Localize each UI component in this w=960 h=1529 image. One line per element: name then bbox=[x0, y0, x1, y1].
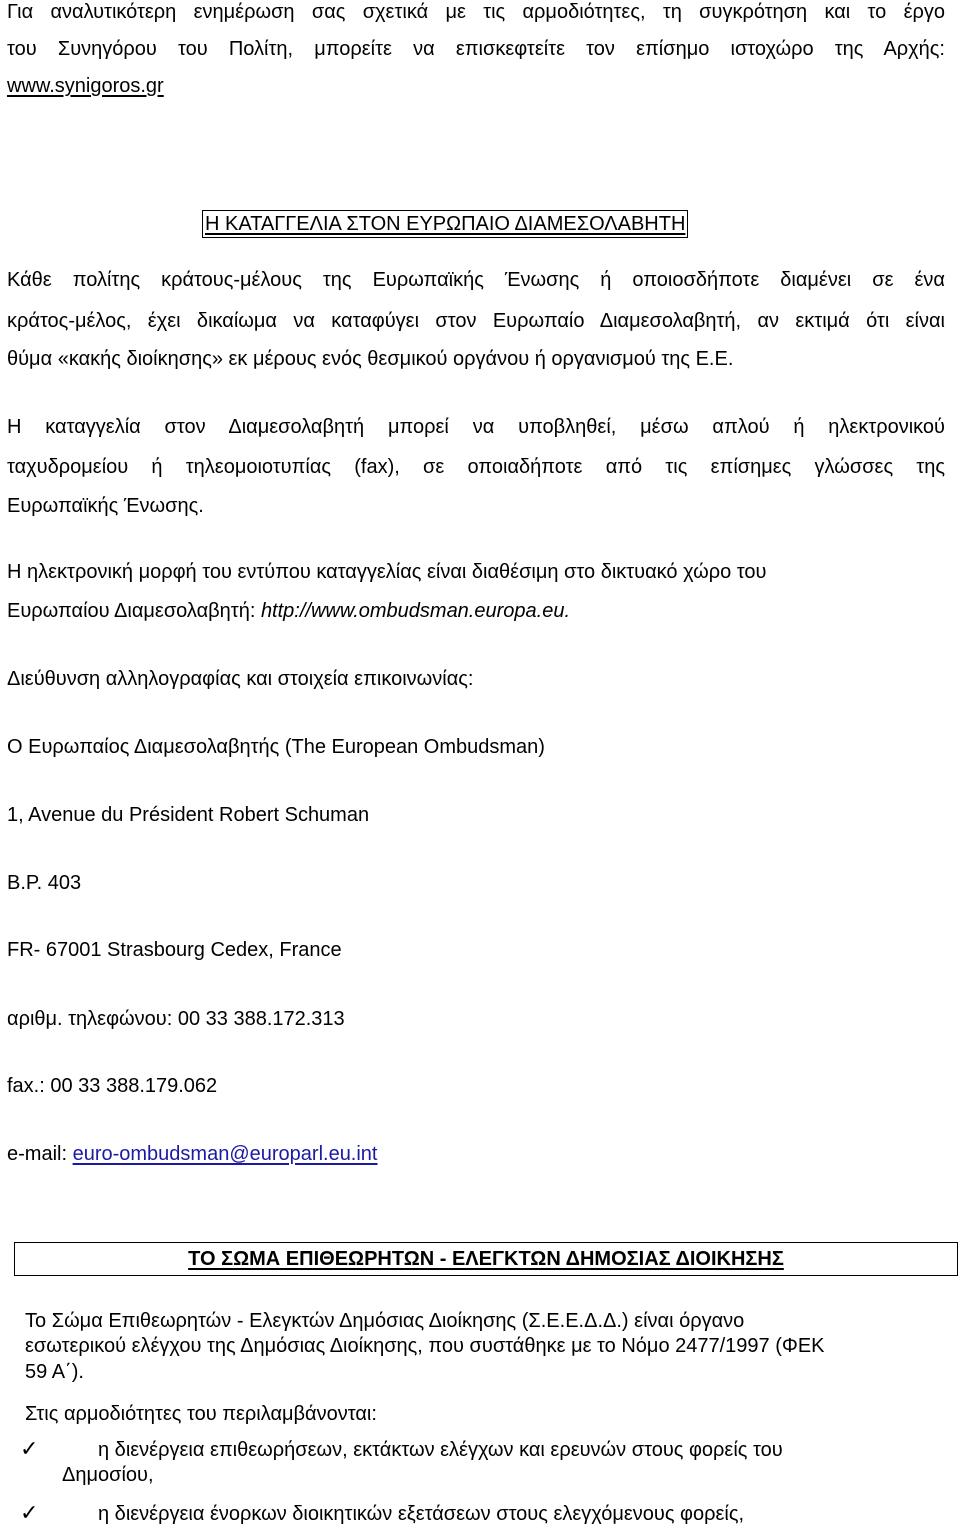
bullet-1-line1: η διενέργεια επιθεωρήσεων, εκτάκτων ελέγχων και ερευνών στους φορείς του bbox=[98, 1439, 783, 1461]
inspectors-p1-line3: 59 Α΄). bbox=[25, 1361, 84, 1383]
duties-label: Στις αρμοδιότητες του περιλαμβάνονται: bbox=[25, 1403, 377, 1425]
inspectors-heading bbox=[14, 1242, 958, 1276]
ombudsman-p1-line3: θύμα «κακής διοίκησης» εκ μέρους ενός θεσμικού οργάνου ή οργανισμού της Ε.Ε. bbox=[7, 348, 734, 370]
inspectors-heading-text: ΤΟ ΣΩΜΑ ΕΠΙΘΕΩΡΗΤΩΝ - ΕΛΕΓΚΤΩΝ ΔΗΜΟΣΙΑΣ ΔΙΟΙΚΗΣΗΣ bbox=[188, 1248, 784, 1270]
address-city: FR- 67001 Strasbourg Cedex, France bbox=[7, 939, 342, 961]
ombudsman-p2-line3: Ευρωπαϊκής Ένωσης. bbox=[7, 495, 204, 517]
email-link[interactable]: euro-ombudsman@europarl.eu.int bbox=[72, 1143, 378, 1165]
address-name: Ο Ευρωπαίος Διαμεσολαβητής (The European Ombudsman) bbox=[7, 736, 545, 758]
bullet-2-line1: η διενέργεια ένορκων διοικητικών εξετάσεων στους ελεγχόμενους φορείς, bbox=[98, 1503, 745, 1525]
synigoros-url[interactable]: www.synigoros.gr bbox=[7, 75, 164, 97]
ombudsman-p1-line2: κράτος-μέλος, έχει δικαίωμα να καταφύγει στον Ευρωπαίο Διαμεσολαβητή, αν εκτιμά ότι είναι bbox=[7, 310, 945, 332]
ombudsman-p2-line1: Η καταγγελία στον Διαμεσολαβητή μπορεί να υποβληθεί, μέσω απλού ή ηλεκτρονικού bbox=[7, 416, 945, 438]
intro-line-2: του Συνηγόρου του Πολίτη, μπορείτε να επισκεφτείτε τον επίσημο ιστοχώρο της Αρχής: bbox=[7, 38, 945, 60]
intro-line-1: Για αναλυτικότερη ενημέρωση σας σχετικά με τις αρμοδιότητες, τη συγκρότηση και το έργο bbox=[7, 1, 945, 23]
email-label: e-mail: bbox=[7, 1143, 73, 1165]
email-row bbox=[7, 1142, 378, 1166]
bullet-1-line2: Δημοσίου, bbox=[62, 1464, 154, 1486]
address-po-box: B.P. 403 bbox=[7, 872, 82, 894]
ombudsman-website-url[interactable]: http://www.ombudsman.europa.eu. bbox=[260, 600, 570, 622]
inspectors-p1-line2: εσωτερικού ελέγχου της Δημόσιας Διοίκησης, που συστάθηκε με το Νόμο 2477/1997 (ΦΕΚ bbox=[25, 1335, 825, 1357]
check-icon: ✓ bbox=[20, 1500, 39, 1525]
phone-number: αριθμ. τηλεφώνου: 00 33 388.172.313 bbox=[7, 1008, 345, 1030]
fax-number: fax.: 00 33 388.179.062 bbox=[7, 1075, 218, 1097]
check-icon: ✓ bbox=[20, 1436, 39, 1461]
ombudsman-heading: Η ΚΑΤΑΓΓΕΛΙΑ ΣΤΟΝ ΕΥΡΩΠΑΙΟ ΔΙΑΜΕΣΟΛΑΒΗΤΗ bbox=[202, 210, 688, 238]
ombudsman-p3-line1: Η ηλεκτρονική μορφή του εντύπου καταγγελίας είναι διαθέσιμη στο δικτυακό χώρο του bbox=[7, 561, 767, 583]
ombudsman-p3-prefix: Ευρωπαίου Διαμεσολαβητή: bbox=[7, 600, 261, 622]
ombudsman-p2-line2: ταχυδρομείου ή τηλεομοιοτυπίας (fax), σε οποιαδήποτε από τις επίσημες γλώσσες της bbox=[7, 456, 945, 478]
inspectors-p1-line1: Το Σώμα Επιθεωρητών - Ελεγκτών Δημόσιας Διοίκησης (Σ.Ε.Ε.Δ.Δ.) είναι όργανο bbox=[25, 1310, 745, 1332]
address-street: 1, Avenue du Président Robert Schuman bbox=[7, 804, 370, 826]
ombudsman-p1-line1: Κάθε πολίτης κράτους-μέλους της Ευρωπαϊκής Ένωσης ή οποιοσδήποτε διαμένει σε ένα bbox=[7, 269, 945, 291]
contact-label: Διεύθυνση αλληλογραφίας και στοιχεία επικοινωνίας: bbox=[7, 668, 474, 690]
ombudsman-p3-line2 bbox=[7, 599, 570, 623]
